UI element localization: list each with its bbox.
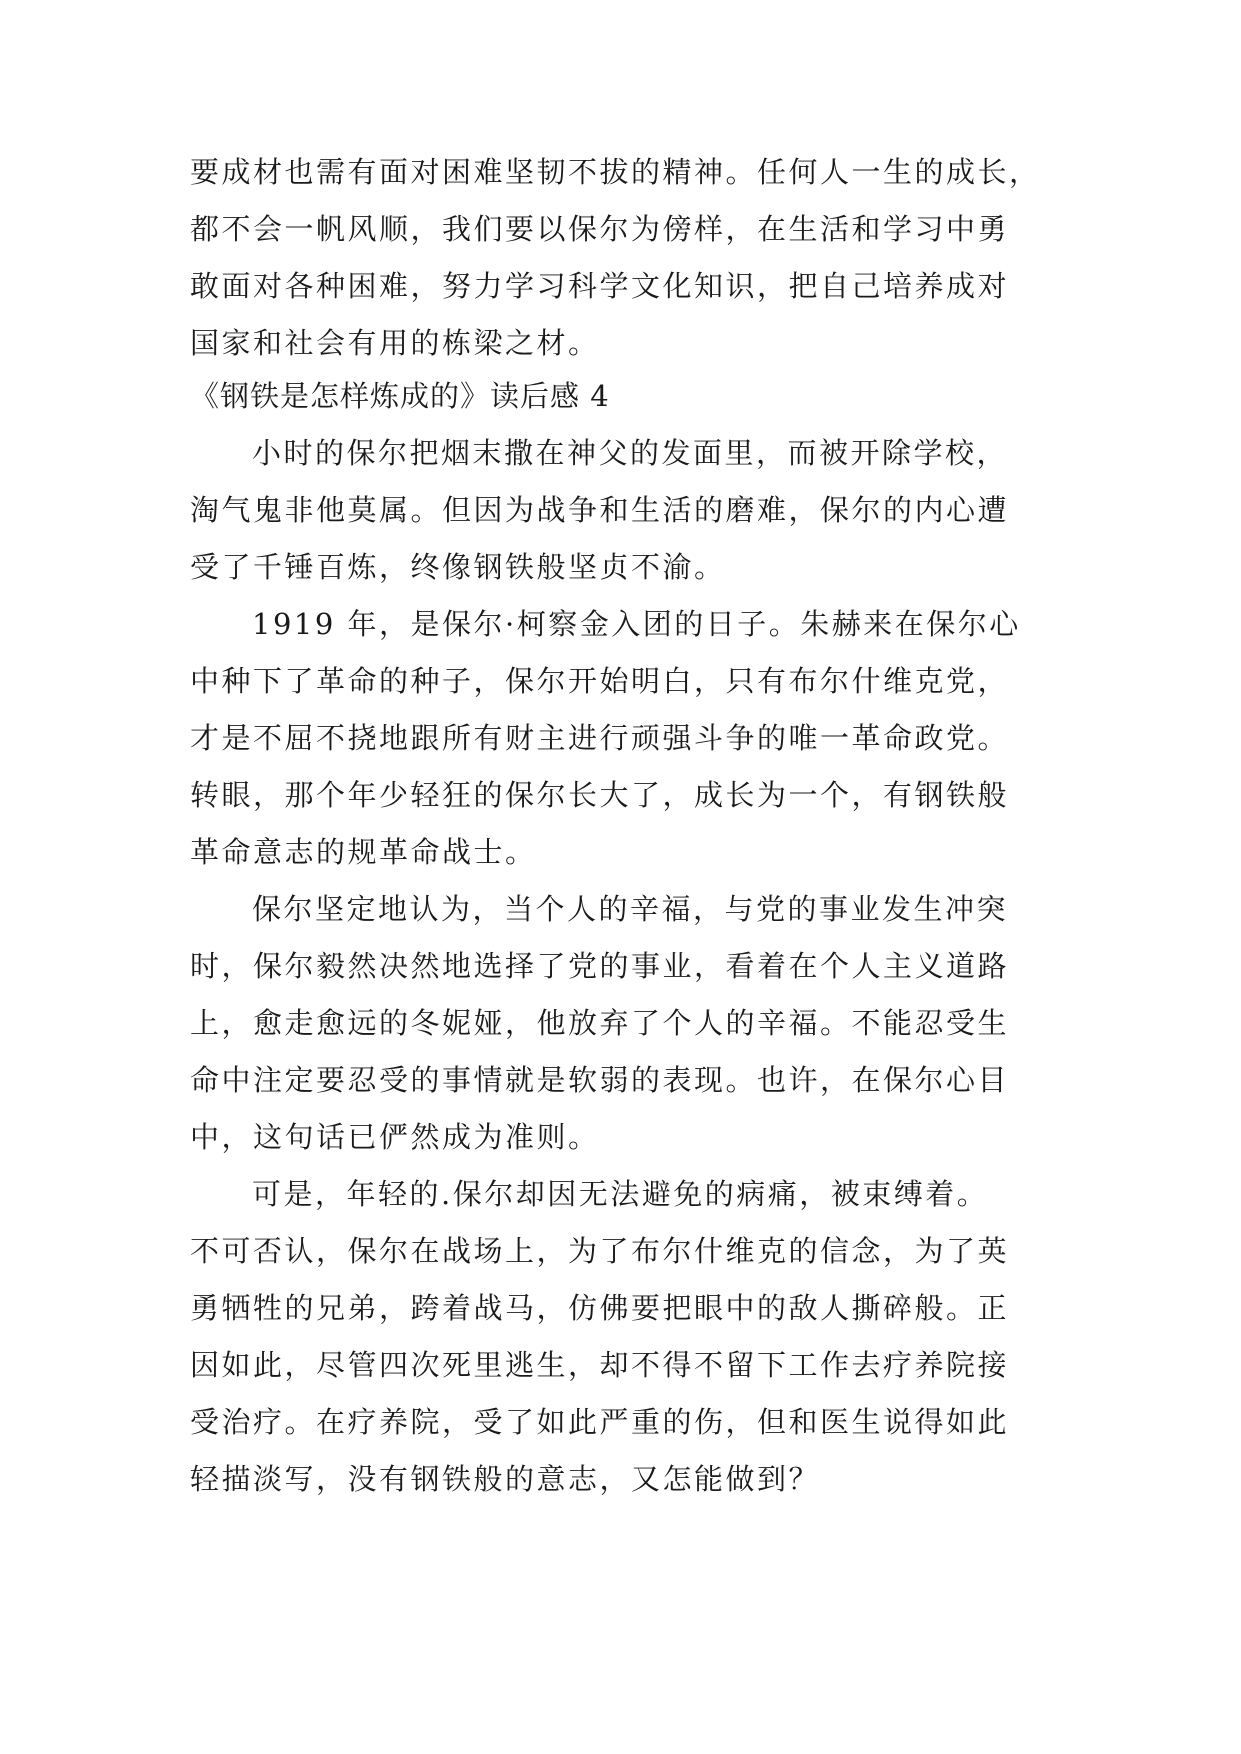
- text-line: 受了千锤百炼，终像钢铁般坚贞不渝。: [190, 550, 726, 584]
- text-line: 受治疗。在疗养院，受了如此严重的伤，但和医生说得如此: [190, 1405, 1010, 1439]
- text-line: 淘气鬼非他莫属。但因为战争和生活的磨难，保尔的内心遭: [190, 493, 1010, 527]
- text-line: 1919 年，是保尔·柯察金入团的日子。朱赫来在保尔心: [252, 607, 1021, 641]
- section-title: 《钢铁是怎样炼成的》读后感 4: [190, 379, 610, 413]
- text-line: 才是不屈不挠地跟所有财主进行顽强斗争的唯一革命政党。: [190, 721, 1010, 755]
- text-line: 要成材也需有面对困难坚韧不拔的精神。任何人一生的成长，: [190, 155, 1041, 189]
- text-line: 国家和社会有用的栋梁之材。: [190, 326, 600, 360]
- text-line: 转眼，那个年少轻狂的保尔长大了，成长为一个，有钢铁般: [190, 778, 1010, 812]
- text-line: 上，愈走愈远的冬妮娅，他放弃了个人的辛福。不能忍受生: [190, 1006, 1010, 1040]
- text-line: 小时的保尔把烟末撒在神父的发面里，而被开除学校，: [252, 436, 1009, 470]
- text-line: 可是，年轻的.保尔却因无法避免的病痛，被束缚着。: [252, 1177, 989, 1211]
- text-line: 保尔坚定地认为，当个人的辛福，与党的事业发生冲突: [252, 892, 1009, 926]
- text-line: 时，保尔毅然决然地选择了党的事业，看着在个人主义道路: [190, 949, 1010, 983]
- text-line: 革命意志的规革命战士。: [190, 835, 537, 869]
- text-line: 中，这句话已俨然成为准则。: [190, 1120, 600, 1154]
- text-line: 命中注定要忍受的事情就是软弱的表现。也许，在保尔心目: [190, 1063, 1010, 1097]
- text-line: 中种下了革命的种子，保尔开始明白，只有布尔什维克党，: [190, 664, 1010, 698]
- text-line: 敢面对各种困难，努力学习科学文化知识，把自己培养成对: [190, 269, 1010, 303]
- text-line: 轻描淡写，没有钢铁般的意志，又怎能做到？: [190, 1462, 821, 1496]
- text-line: 不可否认，保尔在战场上，为了布尔什维克的信念，为了英: [190, 1234, 1010, 1268]
- text-line: 因如此，尽管四次死里逃生，却不得不留下工作去疗养院接: [190, 1348, 1010, 1382]
- text-line: 都不会一帆风顺，我们要以保尔为傍样，在生活和学习中勇: [190, 212, 1010, 246]
- text-line: 勇牺牲的兄弟，跨着战马，仿佛要把眼中的敌人撕碎般。正: [190, 1291, 1010, 1325]
